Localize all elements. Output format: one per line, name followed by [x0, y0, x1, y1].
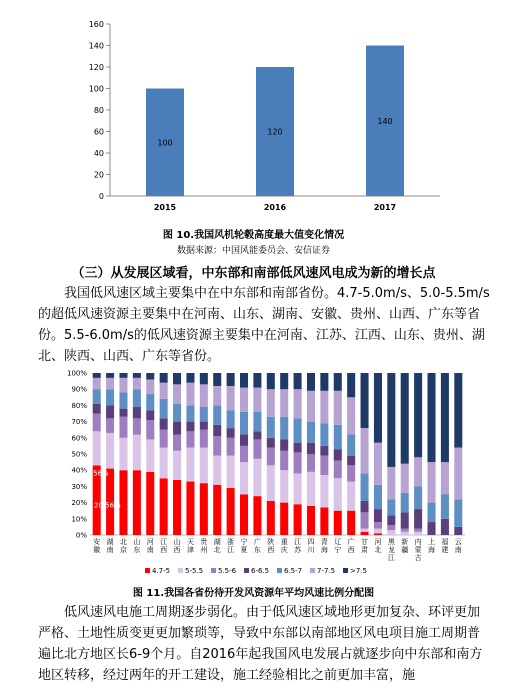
- bar-segment-广东->7.5: [253, 373, 261, 388]
- bar-segment-北京-7-7.5: [119, 378, 127, 393]
- bar-segment-江苏->7.5: [294, 373, 302, 389]
- bar-segment-河北-5-5.5: [374, 529, 382, 534]
- bar-segment-四川-5-5.5: [307, 472, 315, 506]
- bar-segment-黑龙江-6.5-7: [387, 499, 395, 515]
- bar-segment-天津->7.5: [186, 373, 194, 383]
- y-tick-label: 100%: [66, 369, 87, 378]
- bar-segment-河北->7.5: [374, 373, 382, 443]
- bar-segment-新疆-6.5-7: [401, 493, 409, 512]
- bar-segment-内蒙古->7.5: [414, 373, 422, 457]
- bar-segment-北京->7.5: [119, 373, 127, 378]
- bar-segment-浙江-6-6.5: [227, 428, 235, 438]
- x-tick-label: 甘肃: [361, 538, 369, 554]
- bar-segment-山东-4.7-5: [133, 470, 141, 535]
- bar-segment-四川-6-6.5: [307, 443, 315, 454]
- bar-segment-新疆-5-5.5: [401, 532, 409, 535]
- bar-segment-江西-5.5-6: [160, 430, 168, 448]
- x-tick-label: 广西: [347, 538, 355, 554]
- y-tick-label: 30%: [71, 482, 87, 491]
- bar-segment-天津-5.5-6: [186, 431, 194, 447]
- bar-segment-甘肃-5-5.5: [361, 529, 369, 532]
- bar-segment-四川-7-7.5: [307, 391, 315, 422]
- bar-segment-湖南-5.5-6: [106, 418, 114, 433]
- bar-segment-广东-6-6.5: [253, 431, 261, 439]
- bar-segment-湖南-6-6.5: [106, 405, 114, 418]
- data-label: 120: [267, 127, 283, 137]
- bar-segment-陕西-5.5-6: [267, 448, 275, 466]
- x-tick-label: 浙江: [227, 538, 235, 554]
- bar-segment-辽宁-5-5.5: [334, 478, 342, 510]
- bar-segment-青海-5-5.5: [320, 475, 328, 507]
- bar-segment-重庆-5.5-6: [280, 451, 288, 470]
- bar-segment-北京-6.5-7: [119, 392, 127, 408]
- x-tick-label: 山西: [173, 538, 181, 554]
- y-tick-label: 50%: [71, 450, 87, 459]
- bar-segment-内蒙古-5.5-6: [414, 529, 422, 532]
- bar-segment-陕西-5-5.5: [267, 465, 275, 501]
- legend-label: 6.5-7: [284, 567, 303, 575]
- bar-segment-内蒙古-6-6.5: [414, 509, 422, 528]
- bar-segment-山西-6.5-7: [173, 404, 181, 422]
- bar-segment-北京-6-6.5: [119, 409, 127, 417]
- figure10-bar-chart: [80, 18, 460, 223]
- bar-segment-宁夏-6.5-7: [240, 412, 248, 435]
- legend-swatch-6-6.5: [244, 568, 249, 573]
- bar-segment-云南-6.5-7: [454, 499, 462, 527]
- x-tick-label: 上海: [428, 538, 436, 554]
- bar-segment-湖南-5-5.5: [106, 433, 114, 469]
- bar-segment-四川->7.5: [307, 373, 315, 391]
- bar-segment-广西->7.5: [347, 373, 355, 397]
- legend-label: >7.5: [350, 567, 367, 575]
- bar-segment-河南-4.7-5: [146, 472, 154, 535]
- x-tick-label: 辽宁: [334, 538, 342, 554]
- bar-segment-浙江-6.5-7: [227, 410, 235, 428]
- x-tick-label: 宁夏: [240, 538, 248, 554]
- bar-segment-天津-5-5.5: [186, 448, 194, 482]
- y-tick-label: 70%: [71, 418, 87, 427]
- bar-segment-山东-5.5-6: [133, 418, 141, 434]
- bar-segment-陕西-6.5-7: [267, 417, 275, 438]
- bar-segment-黑龙江-5.5-6: [387, 525, 395, 530]
- figure11-caption: 图 11.我国各省份待开发风资源年平均风速比例分配图: [132, 588, 375, 599]
- bar-segment-江西-6.5-7: [160, 399, 168, 418]
- bar-segment-重庆-5-5.5: [280, 470, 288, 502]
- bar-segment-贵州-5.5-6: [200, 430, 208, 448]
- section-paragraph-2-text: 低风速风电施工周期逐步弱化。由于低风速区域地形更加复杂、环评更加严格、土地性质变更更加繁琐等，导致中东部以南部地区风电项目施工周期普遍比北方地区长6-9个月。自2016年起我国风电发展占就逐步向中东部和南方地区转移，经过两年的开工建设，施工经验相比之前更加丰富，施: [38, 605, 483, 683]
- bar-segment-贵州-7-7.5: [200, 384, 208, 407]
- x-tick-label: 福建: [441, 538, 449, 554]
- legend-swatch->7.5: [343, 568, 348, 573]
- x-tick-label: 广东: [253, 538, 261, 554]
- bar-segment-浙江->7.5: [227, 373, 235, 386]
- bar-segment-辽宁-4.7-5: [334, 511, 342, 535]
- y-tick-label: 80: [93, 106, 104, 115]
- x-tick-label: 2017: [373, 203, 397, 212]
- bar-segment-辽宁-6.5-7: [334, 425, 342, 449]
- y-tick-label: 140: [88, 41, 104, 51]
- bar-segment-上海-6-6.5: [428, 522, 436, 535]
- x-tick-label: 新疆: [401, 538, 409, 554]
- x-tick-label: 2016: [263, 203, 287, 212]
- x-tick-label: 江苏: [294, 538, 302, 554]
- bar-segment-甘肃-6-6.5: [361, 501, 369, 512]
- bar-segment-上海-6.5-7: [428, 503, 436, 522]
- bar-segment-湖北-6-6.5: [213, 425, 221, 436]
- bar-segment-广西-6-6.5: [347, 456, 355, 466]
- x-tick-label: 河北: [374, 538, 382, 554]
- bar-segment-江西->7.5: [160, 373, 168, 383]
- bar-segment-重庆-7-7.5: [280, 389, 288, 417]
- bar-segment-贵州-4.7-5: [200, 483, 208, 535]
- bar-segment-江苏-5.5-6: [294, 452, 302, 473]
- bar-segment-青海->7.5: [320, 373, 328, 391]
- section-paragraph-1-text: 我国低风速区域主要集中在中东部和南部省份。4.7-5.0m/s、5.0-5.5m/s的超低风速资源主要集中在河南、山东、湖南、安徽、贵州、山西、广东等省份。5.5-6.0m/s的低风速资源主要集中在河南、江苏、江西、山东、贵州、湖北、陕西、山西、广东等省份。: [38, 286, 490, 364]
- bar-segment-河北-4.7-5: [374, 533, 382, 535]
- bar-segment-北京-5.5-6: [119, 417, 127, 438]
- bar-segment-山东-6.5-7: [133, 389, 141, 407]
- bar-segment-辽宁-6-6.5: [334, 449, 342, 460]
- bar-segment-河南-5.5-6: [146, 420, 154, 439]
- data-label: 100: [157, 138, 173, 148]
- bar-segment-云南->7.5: [454, 373, 462, 448]
- bar-segment-江苏-4.7-5: [294, 504, 302, 535]
- bar-segment-宁夏-7-7.5: [240, 388, 248, 412]
- bar-segment-云南-6-6.5: [454, 527, 462, 535]
- bar-segment-河北-5.5-6: [374, 522, 382, 528]
- bar-segment-陕西-6-6.5: [267, 438, 275, 448]
- y-tick-label: 160: [88, 20, 104, 29]
- y-tick-label: 0: [98, 192, 104, 201]
- bar-segment-内蒙古-7-7.5: [414, 457, 422, 486]
- bar-segment-贵州-5-5.5: [200, 448, 208, 484]
- x-tick-label: 天津: [186, 538, 194, 554]
- bar-segment-宁夏-6-6.5: [240, 435, 248, 446]
- bar-segment-湖南->7.5: [106, 373, 114, 378]
- bar-segment-广东-5-5.5: [253, 459, 261, 496]
- bar-segment-青海-6.5-7: [320, 423, 328, 446]
- y-tick-label: 80%: [71, 401, 87, 410]
- legend-label: 6-6.5: [251, 567, 270, 575]
- bar-segment-新疆-6-6.5: [401, 512, 409, 528]
- bar-segment-广东-6.5-7: [253, 412, 261, 431]
- bar-segment-河南-6-6.5: [146, 410, 154, 420]
- bar-segment-甘肃-5.5-6: [361, 512, 369, 528]
- annotation-label: 42.56%: [82, 469, 109, 478]
- bar-segment-山西-6-6.5: [173, 422, 181, 435]
- x-tick-label: 山东: [133, 538, 141, 554]
- bar-segment-天津-6-6.5: [186, 422, 194, 432]
- y-tick-label: 60%: [71, 434, 87, 443]
- data-label: 140: [377, 116, 393, 126]
- legend-swatch-5-5.5: [178, 568, 183, 573]
- bar-segment-浙江-5-5.5: [227, 456, 235, 488]
- bar-segment-陕西-7-7.5: [267, 389, 275, 417]
- bar-segment-河南->7.5: [146, 373, 154, 379]
- bar-segment-广东-7-7.5: [253, 388, 261, 412]
- bar-segment-上海->7.5: [428, 373, 436, 462]
- bar-segment-浙江-5.5-6: [227, 438, 235, 456]
- legend-label: 4.7-5: [152, 567, 171, 575]
- figure10-source: 数据来源：中国风能委员会、安信证券: [176, 246, 330, 256]
- x-tick-label: 北京: [119, 538, 127, 554]
- bar-segment-宁夏-5-5.5: [240, 462, 248, 494]
- annotation-label: 20.56%: [94, 501, 121, 510]
- y-tick-label: 90%: [71, 385, 87, 394]
- bar-segment-湖北-4.7-5: [213, 485, 221, 535]
- figure10-caption: 图 10.我国风机轮毂高度最大值变化情况: [162, 230, 345, 241]
- legend-swatch-4.7-5: [145, 568, 150, 573]
- bar-segment-江苏-6.5-7: [294, 418, 302, 442]
- bar-segment-天津-4.7-5: [186, 482, 194, 535]
- bar-segment-浙江-7-7.5: [227, 386, 235, 410]
- bar-segment-甘肃->7.5: [361, 373, 369, 428]
- y-tick-label: 100: [88, 84, 104, 94]
- bar-segment-山西->7.5: [173, 373, 181, 384]
- bar-segment-黑龙江-7-7.5: [387, 467, 395, 499]
- bar-segment-黑龙江-6-6.5: [387, 516, 395, 526]
- bar-segment-江苏-5-5.5: [294, 473, 302, 504]
- bar-segment-广西-4.7-5: [347, 511, 355, 535]
- bar-segment-甘肃-4.7-5: [361, 532, 369, 535]
- x-tick-label: 云南: [454, 538, 462, 554]
- bar-segment-重庆-6-6.5: [280, 439, 288, 450]
- section-heading: （三）从发展区域看，中东部和南部低风速风电成为新的增长点: [71, 266, 436, 281]
- bar-segment-天津-6.5-7: [186, 405, 194, 421]
- bar-segment-山西-4.7-5: [173, 480, 181, 535]
- bar-segment-江苏-7-7.5: [294, 389, 302, 418]
- bar-segment-云南-7-7.5: [454, 448, 462, 500]
- bar-segment-福建-6.5-7: [441, 495, 449, 519]
- bar-segment-重庆->7.5: [280, 373, 288, 389]
- bar-segment-辽宁-5.5-6: [334, 460, 342, 478]
- bar-segment-贵州-6.5-7: [200, 407, 208, 422]
- bar-segment-宁夏-4.7-5: [240, 495, 248, 536]
- bar-segment-青海-7-7.5: [320, 391, 328, 423]
- x-tick-label: 重庆: [280, 538, 288, 554]
- bar-segment-青海-6-6.5: [320, 446, 328, 456]
- bar-segment-江西-4.7-5: [160, 478, 168, 535]
- bar-segment-福建-6-6.5: [441, 519, 449, 535]
- bar-segment-重庆-6.5-7: [280, 417, 288, 440]
- bar-segment-广西-7-7.5: [347, 397, 355, 434]
- bar-segment-江西-7-7.5: [160, 383, 168, 399]
- bar-segment-陕西-4.7-5: [267, 501, 275, 535]
- bar-segment-安徽-6-6.5: [93, 404, 101, 414]
- bar-segment-甘肃-7-7.5: [361, 428, 369, 473]
- bar-segment-黑龙江-5-5.5: [387, 530, 395, 535]
- bar-segment-辽宁->7.5: [334, 373, 342, 391]
- bar-segment-河北-6-6.5: [374, 509, 382, 522]
- bar-segment-广西-6.5-7: [347, 435, 355, 456]
- bar-segment-河北-6.5-7: [374, 485, 382, 509]
- bar-segment-广西-5.5-6: [347, 465, 355, 481]
- bar-segment-安徽-6.5-7: [93, 389, 101, 404]
- bar-segment-山西-5-5.5: [173, 451, 181, 480]
- x-tick-label: 2015: [153, 203, 177, 212]
- bar-segment-安徽-5.5-6: [93, 414, 101, 432]
- legend-label: 5.5-6: [218, 567, 237, 575]
- x-tick-label: 黑龙江: [387, 538, 395, 562]
- y-tick-label: 20%: [71, 499, 87, 508]
- bar-segment-湖北-6.5-7: [213, 405, 221, 424]
- bar-segment-江西-6-6.5: [160, 418, 168, 429]
- x-tick-label: 江西: [160, 538, 168, 554]
- bar-segment-湖北-7-7.5: [213, 386, 221, 405]
- bar-segment-广东-5.5-6: [253, 439, 261, 458]
- bar-segment-山西-7-7.5: [173, 384, 181, 403]
- bar-segment-宁夏-5.5-6: [240, 446, 248, 462]
- bar-segment-四川-5.5-6: [307, 454, 315, 472]
- bar-segment-湖北-5-5.5: [213, 456, 221, 485]
- x-tick-label: 四川: [307, 538, 315, 554]
- bar-segment-新疆->7.5: [401, 373, 409, 464]
- bar-segment-四川-4.7-5: [307, 506, 315, 535]
- x-tick-label: 湖南: [106, 538, 114, 554]
- bar-segment-上海-7-7.5: [428, 462, 436, 503]
- legend-label: 7-7.5: [317, 567, 336, 575]
- bar-segment-广东-4.7-5: [253, 496, 261, 535]
- bar-segment-福建->7.5: [441, 373, 449, 462]
- bar-segment-重庆-4.7-5: [280, 503, 288, 535]
- y-tick-label: 40: [93, 149, 104, 158]
- bar-segment-新疆-7-7.5: [401, 464, 409, 493]
- bar-segment-广西-5-5.5: [347, 482, 355, 511]
- legend-swatch-5.5-6: [211, 568, 216, 573]
- bar-segment-青海-5.5-6: [320, 456, 328, 475]
- bar-segment-贵州->7.5: [200, 373, 208, 384]
- bar-segment-天津-7-7.5: [186, 383, 194, 406]
- bar-segment-山东-5-5.5: [133, 435, 141, 471]
- bar-segment-湖南-6.5-7: [106, 389, 114, 405]
- bar-segment-内蒙古-6.5-7: [414, 486, 422, 509]
- x-tick-label: 贵州: [200, 538, 208, 554]
- bar-segment-山东-7-7.5: [133, 378, 141, 389]
- bar-segment-青海-4.7-5: [320, 507, 328, 535]
- bar-segment-安徽->7.5: [93, 373, 101, 378]
- bar-segment-河南-6.5-7: [146, 394, 154, 410]
- y-tick-label: 10%: [71, 515, 87, 524]
- bar-segment-陕西->7.5: [267, 373, 275, 389]
- bar-segment-湖北->7.5: [213, 373, 221, 386]
- bar-segment-浙江-4.7-5: [227, 488, 235, 535]
- x-tick-label: 河南: [146, 538, 154, 554]
- bar-segment-北京-5-5.5: [119, 438, 127, 470]
- bar-segment-四川-6.5-7: [307, 422, 315, 443]
- figure11-stacked-bar-chart: [50, 368, 470, 583]
- x-tick-label: 陕西: [267, 538, 275, 554]
- legend-swatch-6.5-7: [277, 568, 282, 573]
- legend-swatch-7-7.5: [310, 568, 315, 573]
- bar-segment-山东->7.5: [133, 373, 141, 378]
- bar-segment-河北-7-7.5: [374, 443, 382, 485]
- section-paragraph-1: [38, 283, 490, 367]
- section-paragraph-2: [38, 602, 490, 686]
- bar-segment-福建-7-7.5: [441, 462, 449, 494]
- y-tick-label: 20: [93, 170, 104, 180]
- bar-segment-贵州-6-6.5: [200, 422, 208, 430]
- bar-segment-辽宁-7-7.5: [334, 391, 342, 425]
- bar-segment-江苏-6-6.5: [294, 443, 302, 453]
- y-tick-label: 0%: [75, 531, 87, 540]
- legend-label: 5-5.5: [185, 567, 204, 575]
- x-tick-label: 青海: [320, 538, 328, 554]
- bar-segment-内蒙古-5-5.5: [414, 532, 422, 535]
- x-tick-label: 湖北: [213, 538, 221, 554]
- bar-segment-宁夏->7.5: [240, 373, 248, 388]
- y-tick-label: 60: [93, 127, 104, 137]
- y-tick-label: 120: [88, 63, 104, 72]
- bar-segment-湖北-5.5-6: [213, 436, 221, 455]
- x-tick-label: 内蒙古: [414, 538, 422, 562]
- bar-segment-黑龙江->7.5: [387, 373, 395, 467]
- bar-segment-甘肃-6.5-7: [361, 473, 369, 501]
- bar-segment-河南-7-7.5: [146, 379, 154, 394]
- bar-segment-山东-6-6.5: [133, 407, 141, 418]
- bar-segment-江西-5-5.5: [160, 448, 168, 479]
- x-tick-label: 安徽: [93, 538, 101, 554]
- bar-segment-安徽-7-7.5: [93, 378, 101, 389]
- bar-segment-湖南-7-7.5: [106, 378, 114, 389]
- bar-segment-山西-5.5-6: [173, 435, 181, 451]
- bar-segment-新疆-5.5-6: [401, 529, 409, 532]
- bar-segment-安徽-5-5.5: [93, 431, 101, 465]
- y-tick-label: 40%: [71, 466, 87, 475]
- bar-segment-河南-5-5.5: [146, 439, 154, 471]
